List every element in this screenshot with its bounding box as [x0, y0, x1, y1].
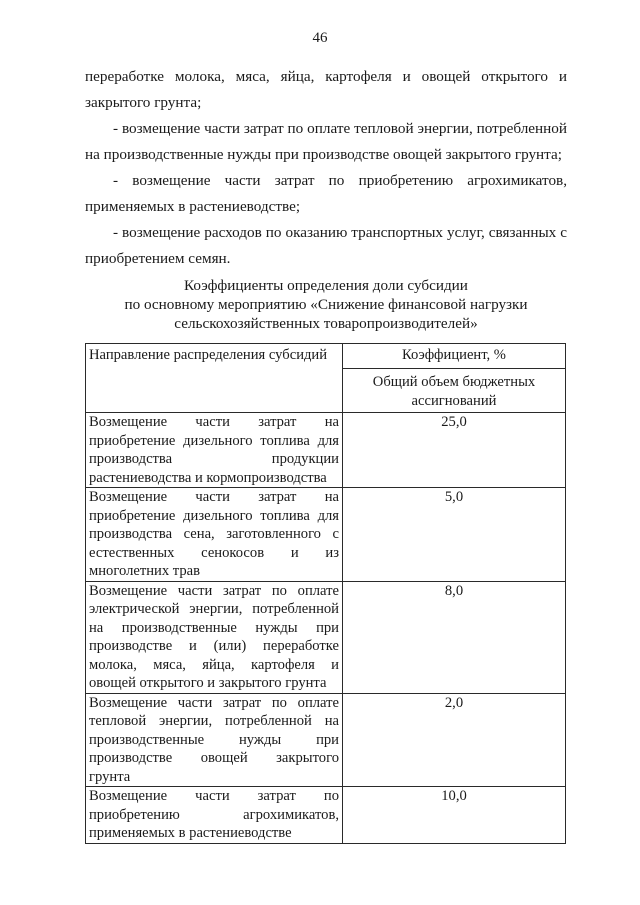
- header-direction-label: Направление распределения субсидий: [89, 347, 328, 363]
- cell-line: применяемых в растениеводстве: [89, 825, 292, 841]
- table-row: [86, 693, 566, 787]
- cell-line: многолетних трав: [89, 563, 200, 579]
- text-line: применяемых в растениеводстве;: [85, 198, 301, 215]
- cell-line: овощей открытого и закрытого грунта: [89, 675, 327, 691]
- cell-line: приобретению агрохимикатов,: [89, 806, 339, 823]
- cell-line: Возмещение части затрат на: [89, 489, 339, 505]
- row-value: 25,0: [343, 413, 566, 488]
- cell-line: естественных сенокосов и из: [89, 544, 339, 561]
- table-row: [86, 787, 566, 844]
- text-line: приобретением семян.: [85, 250, 231, 267]
- cell-line: производственные нужды при: [89, 731, 339, 748]
- cell-line: Возмещение части затрат на: [89, 414, 339, 430]
- caption-line: по основному мероприятию «Снижение финансовой нагрузки: [124, 296, 528, 313]
- text-line: - возмещение расходов по оказанию транспортных услуг, связанных с: [113, 224, 567, 241]
- text-line: - возмещение части затрат по оплате тепловой энергии, потребленной: [113, 120, 567, 137]
- paragraph-thermal-energy: [85, 116, 567, 168]
- cell-line: производстве и (или) переработке: [89, 638, 339, 654]
- cell-line: грунта: [89, 768, 131, 785]
- table-row: [86, 581, 566, 693]
- header-budget: [343, 369, 566, 413]
- text-line: закрытого грунта;: [85, 94, 202, 111]
- row-direction: [86, 787, 343, 844]
- cell-line: производстве овощей закрытого: [89, 750, 339, 766]
- paragraph-agrochemicals: [85, 168, 567, 220]
- cell-line: приобретение дизельного топлива для: [89, 507, 339, 524]
- body-text: [85, 64, 567, 272]
- coefficients-table: [85, 343, 566, 844]
- cell-line: электрической энергии, потребленной: [89, 601, 339, 617]
- cell-line: тепловой энергии, потребленной на: [89, 713, 339, 729]
- text-line: на производственные нужды при производстве овощей закрытого грунта;: [85, 146, 562, 163]
- row-value: 5,0: [343, 488, 566, 582]
- cell-line: приобретение дизельного топлива для: [89, 432, 339, 449]
- text-line: - возмещение части затрат по приобретению агрохимикатов,: [113, 172, 567, 189]
- paragraph-transport: [85, 220, 567, 272]
- header-direction: [86, 344, 343, 413]
- cell-line: на производственные нужды при: [89, 619, 339, 636]
- row-direction: [86, 488, 343, 582]
- table-header-row: [86, 344, 566, 369]
- cell-line: растениеводства и кормопроизводства: [89, 469, 327, 486]
- row-value: 10,0: [343, 787, 566, 844]
- page-number: 46: [312, 30, 328, 46]
- table-caption: [85, 276, 567, 333]
- header-budget-line: ассигнований: [411, 392, 497, 409]
- row-direction: [86, 693, 343, 787]
- paragraph-continuation: [85, 64, 567, 116]
- cell-line: Возмещение части затрат по оплате: [89, 694, 339, 711]
- row-direction: [86, 581, 343, 693]
- table-row: [86, 488, 566, 582]
- table-row: [86, 413, 566, 488]
- row-value: 8,0: [343, 581, 566, 693]
- text-line: переработке молока, мяса, яйца, картофеля и овощей открытого и: [85, 68, 567, 85]
- row-direction: [86, 413, 343, 488]
- cell-line: Возмещение части затрат по оплате: [89, 582, 339, 599]
- caption-line: сельскохозяйственных товаропроизводителей»: [174, 315, 478, 332]
- cell-line: производства сена, заготовленного с: [89, 526, 339, 542]
- cell-line: производства продукции: [89, 451, 339, 467]
- header-budget-line: Общий объем бюджетных: [372, 374, 536, 390]
- cell-line: молока, мяса, яйца, картофеля и: [89, 656, 339, 673]
- row-value: 2,0: [343, 693, 566, 787]
- header-coefficient: Коэффициент, %: [343, 344, 566, 369]
- cell-line: Возмещение части затрат по: [89, 788, 339, 804]
- caption-line: Коэффициенты определения доли субсидии: [184, 277, 468, 294]
